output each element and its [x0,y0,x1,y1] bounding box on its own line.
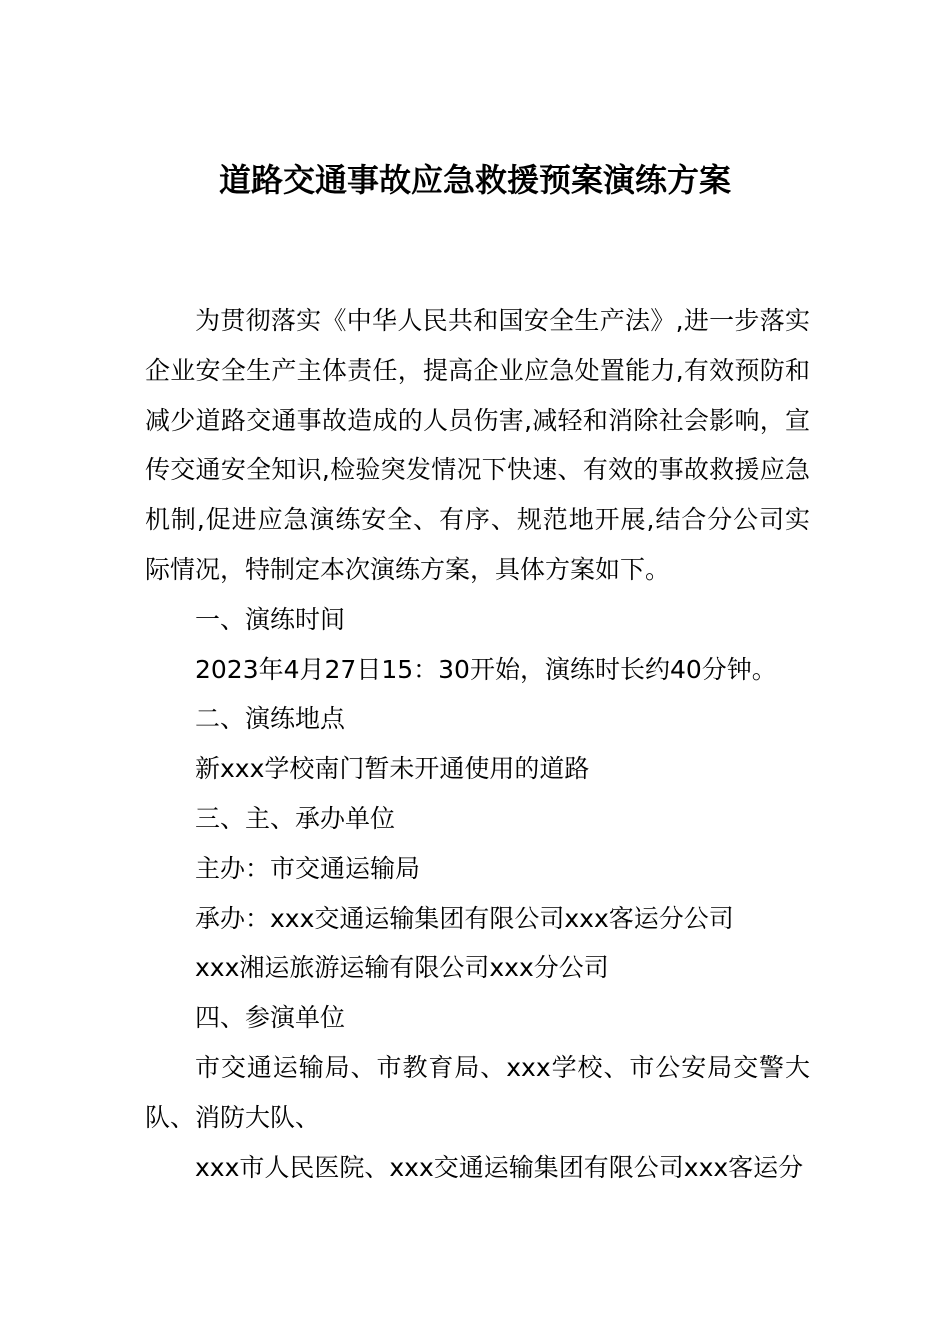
document-title: 道路交通事故应急救援预案演练方案 [218,161,731,199]
section-heading-participants: 四、参演单位 [195,1003,346,1033]
co-organizer-text: 承办：xxx交通运输集团有限公司xxx客运分公司 [195,903,734,933]
section-heading-organizers: 三、主、承办单位 [195,803,396,833]
co-organizer-text-2: xxx湘运旅游运输有限公司xxx分公司 [195,953,609,983]
drill-time-text: 2023年4月27日15：30开始，演练时长约40分钟。 [195,654,777,684]
host-organizer-text: 主办：市交通运输局 [195,853,421,883]
section-heading-location: 二、演练地点 [195,704,346,734]
participants-text-2: xxx市人民医院、xxx交通运输集团有限公司xxx客运分 [195,1152,804,1182]
participants-text: 市交通运输局、市教育局、xxx学校、市公安局交警大队、消防大队、 [145,1052,810,1132]
drill-location-text: 新xxx学校南门暂未开通使用的道路 [195,754,590,784]
section-heading-time: 一、演练时间 [195,604,346,634]
document-body [145,296,810,1192]
intro-paragraph: 为贯彻落实《中华人民共和国安全生产法》,进一步落实企业安全生产主体责任，提高企业应急处置能力,有效预防和减少道路交通事故造成的人员伤害,减轻和消除社会影响，宣传交通安全知识,检验突发情况下快速、有效的事故救援应急机制,促进应急演练安全、有序、规范地开展,结合分公司实际情况，特制定本次演练方案，具体方案如下。 [145,306,810,584]
